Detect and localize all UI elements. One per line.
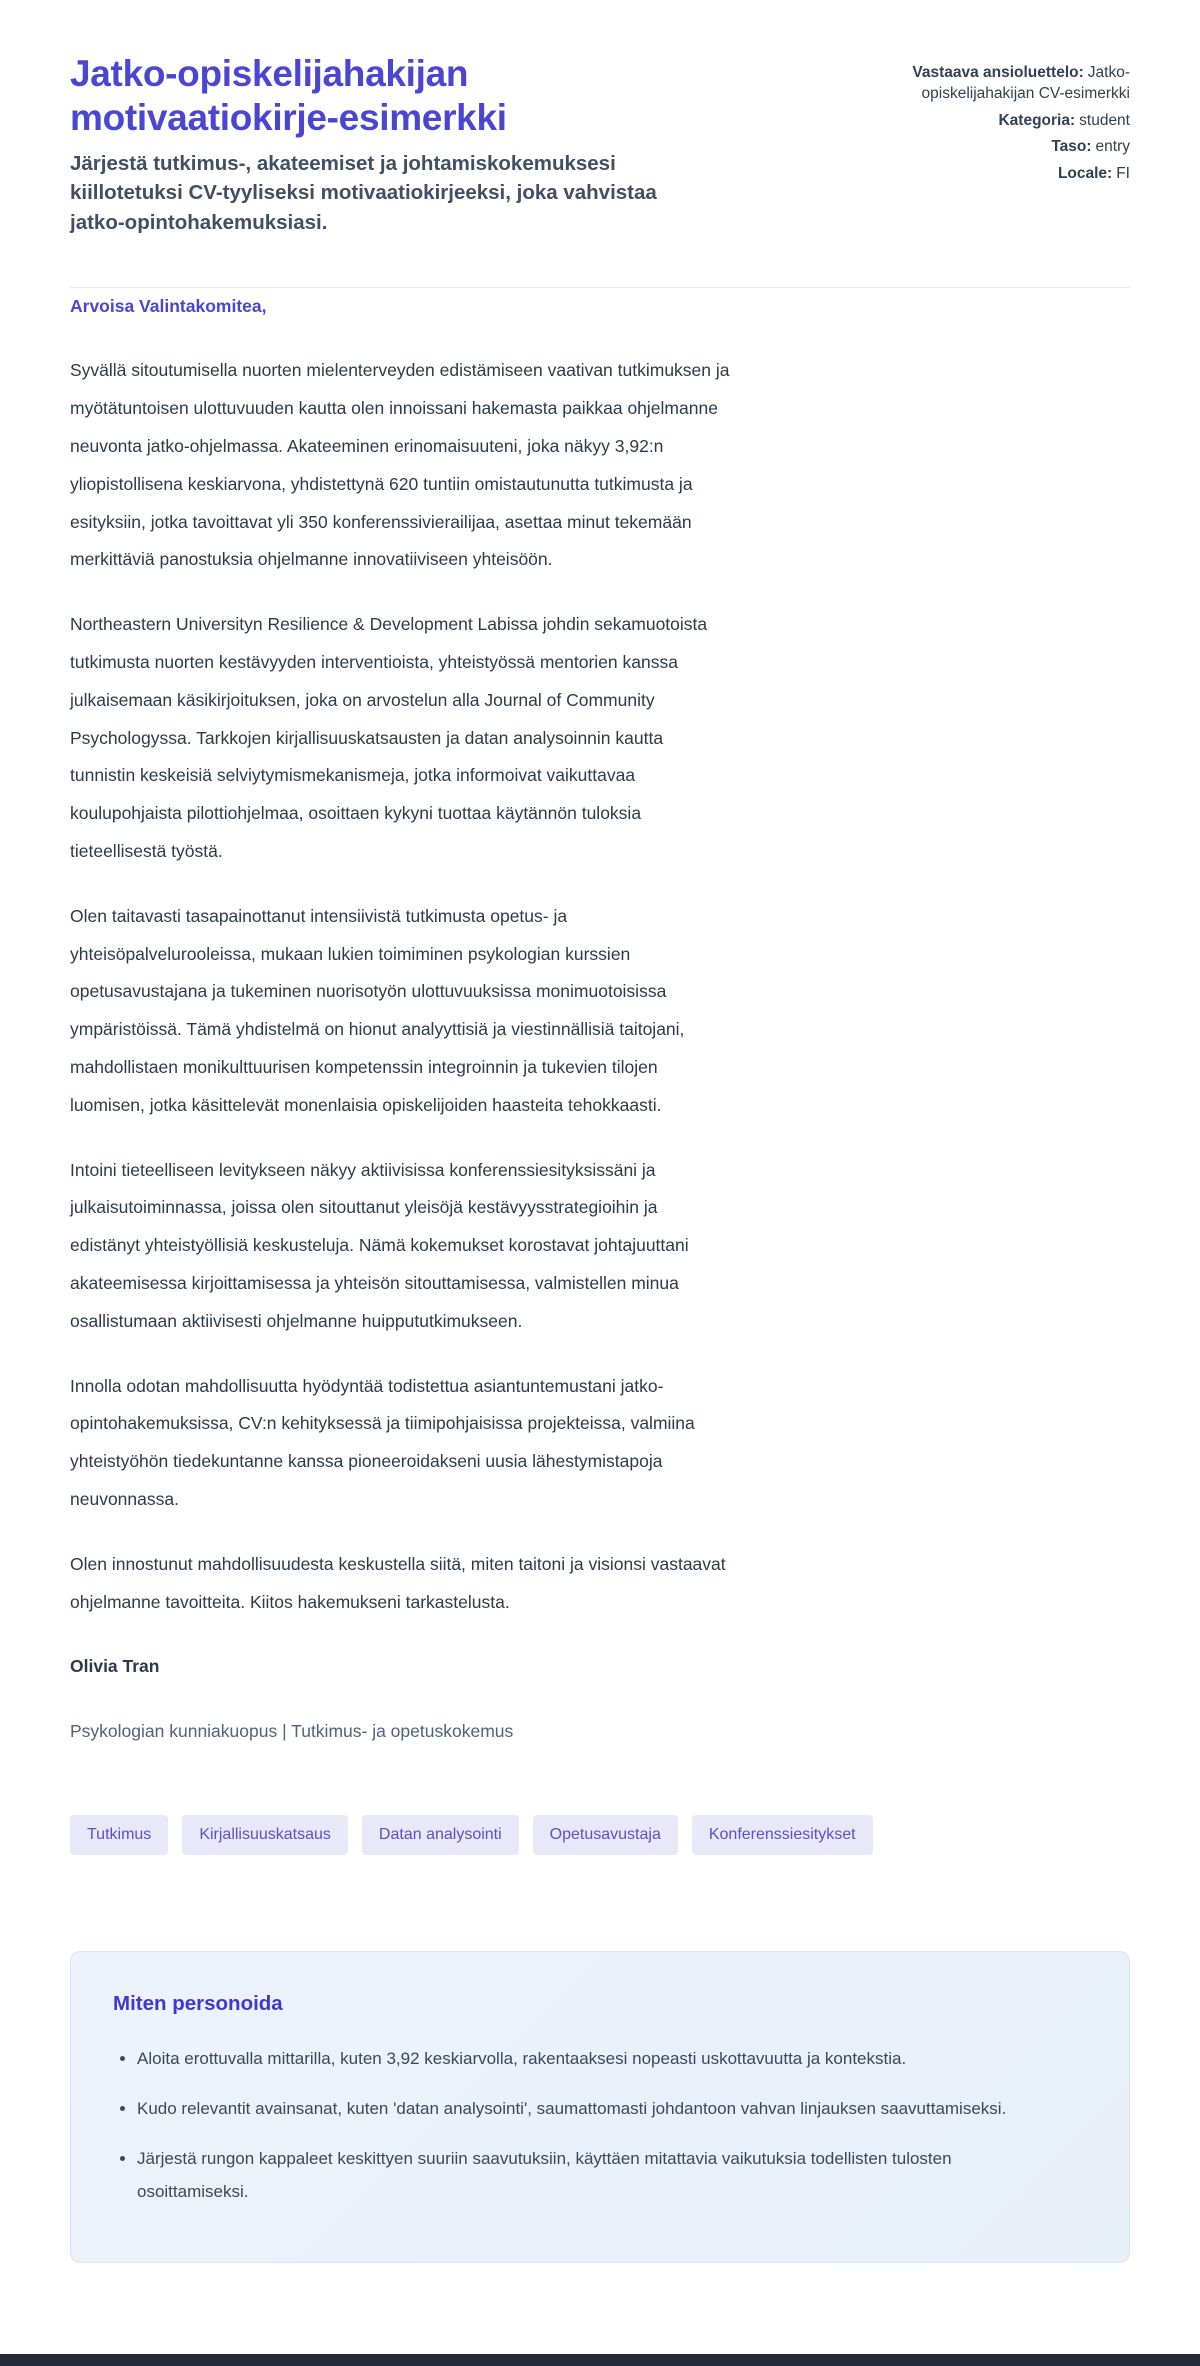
tag-chip-opetusavustaja[interactable]: Opetusavustaja bbox=[533, 1815, 678, 1855]
meta-label: Vastaava ansioluettelo: bbox=[912, 64, 1084, 81]
meta-item-level bbox=[830, 136, 1130, 157]
document-meta bbox=[830, 52, 1130, 237]
signature-name: Olivia Tran bbox=[70, 1656, 160, 1677]
letter-paragraph: Olen taitavasti tasapainottanut intensiivistä tutkimusta opetus- ja yhteisöpalvelurooleissa, mukaan lukien toimiminen psykologian kurssien opetusavustajana ja tukeminen nuorisotyön ulottuvuuksissa monimuotoisissa ympäristöissä. Tämä yhdistelmä on hionut analyyttisiä ja viestinnällisiä taitojani, mahdollistaen monikulttuurisen kompetenssin integroinnin ja tukevien tilojen luomisen, jotka käsittelevät monenlaisia opiskelijoiden haasteita tehokkaasti. bbox=[70, 905, 685, 1115]
meta-label: Taso: bbox=[1051, 138, 1092, 156]
meta-item-locale bbox=[830, 163, 1130, 184]
article-page bbox=[70, 0, 1130, 2298]
meta-value: FI bbox=[1116, 164, 1130, 182]
tag-chip-datan-analysointi[interactable]: Datan analysointi bbox=[362, 1815, 519, 1855]
tip-item: • Kudo relevantit avainsanat, kuten 'datan analysointi', saumattomasti johdantoon vahvan linjauksen saavuttamiseksi. bbox=[137, 2092, 1037, 2125]
signature-title: Psykologian kunniakuopus | Tutkimus- ja opetuskokemus bbox=[70, 1721, 514, 1742]
tips-heading: Miten personoida bbox=[113, 1991, 283, 2015]
letter-paragraph: Intoini tieteelliseen levitykseen näkyy aktiivisissa konferenssiesityksissäni ja julkaisutoiminnassa, joissa olen sitouttanut yleisöjä kestävyysstrategioihin ja edistänyt yhteistyöllisiä keskusteluja. Nämä kokemukset korostavat johtajuuttani akateemisessa kirjoittamisessa ja yhteisön sitouttamisessa, valmistellen minua osallistumaan aktiivisesti ohjelmanne huippututkimukseen. bbox=[70, 1159, 689, 1331]
page-title: Jatko-opiskelijahakijan motivaatiokirje-esimerkki bbox=[70, 53, 507, 138]
tips-list bbox=[113, 2042, 1087, 2209]
letter-paragraph: Northeastern Universityn Resilience & Development Labissa johdin sekamuotoista tutkimusta nuorten kestävyyden interventioista, yhteistyössä mentorien kanssa julkaisemaan käsikirjoituksen, joka on arvostelun alla Journal of Community Psychologyssa. Tarkkojen kirjallisuuskatsausten ja datan analysoinnin kautta tunnistin keskeisiä selviytymismekanismeja, jotka informoivat vaikuttavaa koulupohjaista pilottiohjelmaa, osoittaen kykyni tuottaa käytännön tuloksia tieteellisestä työstä. bbox=[70, 614, 708, 861]
meta-value: student bbox=[1079, 111, 1130, 129]
meta-label: Kategoria: bbox=[998, 111, 1076, 129]
meta-value: Jatko-opiskelijahakijan CV-esimerkki bbox=[921, 64, 1130, 103]
footer-bar bbox=[0, 2354, 1200, 2366]
tip-item: • Aloita erottuvalla mittarilla, kuten 3,92 keskiarvolla, rakentaaksesi nopeasti uskottavuutta ja kontekstia. bbox=[137, 2042, 1037, 2075]
page-header bbox=[70, 52, 1130, 237]
meta-item-category bbox=[830, 110, 1130, 131]
page-subtitle: Järjestä tutkimus-, akateemiset ja johtamiskokemuksesi kiillotetuksi CV-tyyliseksi motivaatiokirjeeksi, joka vahvistaa jatko-opintohakemuksiasi. bbox=[70, 152, 657, 234]
header-title-block bbox=[70, 52, 710, 237]
meta-value: entry bbox=[1095, 138, 1130, 156]
letter-body bbox=[70, 288, 732, 1751]
tag-chip-konferenssiesitykset[interactable]: Konferenssiesitykset bbox=[692, 1815, 873, 1855]
meta-item-matching-resume bbox=[830, 62, 1130, 105]
letter-paragraph: Syvällä sitoutumisella nuorten mielenterveyden edistämiseen vaativan tutkimuksen ja myötätuntoisen ulottuvuuden kautta olen innoissani hakemasta paikkaa ohjelmanne neuvonta jatko-ohjelmassa. Akateeminen erinomaisuuteni, joka näkyy 3,92:n yliopistollisena keskiarvona, yhdistettynä 620 tuntiin omistautunutta tutkimusta ja esityksiin, jotka tavoittavat yli 350 konferenssivierailijaa, asettaa minut tekemään merkittäviä panostuksia ohjelmanne innovatiiviseen yhteisöön. bbox=[70, 360, 730, 570]
tag-chip-kirjallisuuskatsaus[interactable]: Kirjallisuuskatsaus bbox=[182, 1815, 348, 1855]
letter-paragraph: Olen innostunut mahdollisuudesta keskustella siitä, miten taitoni ja visionsi vastaavat ohjelmanne tavoitteita. Kiitos hakemukseni tarkastelusta. bbox=[70, 1553, 726, 1612]
tip-item: • Järjestä rungon kappaleet keskittyen suuriin saavutuksiin, käyttäen mitattavia vaikutuksia todellisten tulosten osoittamiseksi. bbox=[137, 2142, 1037, 2208]
letter-greeting: Arvoisa Valintakomitea, bbox=[70, 295, 267, 316]
tag-chip-tutkimus[interactable]: Tutkimus bbox=[70, 1815, 168, 1855]
letter-paragraph: Innolla odotan mahdollisuutta hyödyntää todistettua asiantuntemustani jatko-opintohakemuksissa, CV:n kehityksessä ja tiimipohjaisissa projekteissa, valmiina yhteistyöhön tiedekuntanne kanssa pioneeroidakseni uusia lähestymistapoja neuvonnassa. bbox=[70, 1375, 695, 1509]
personalization-tips-box bbox=[70, 1951, 1130, 2263]
tag-list bbox=[70, 1815, 1130, 1855]
meta-label: Locale: bbox=[1057, 164, 1113, 182]
